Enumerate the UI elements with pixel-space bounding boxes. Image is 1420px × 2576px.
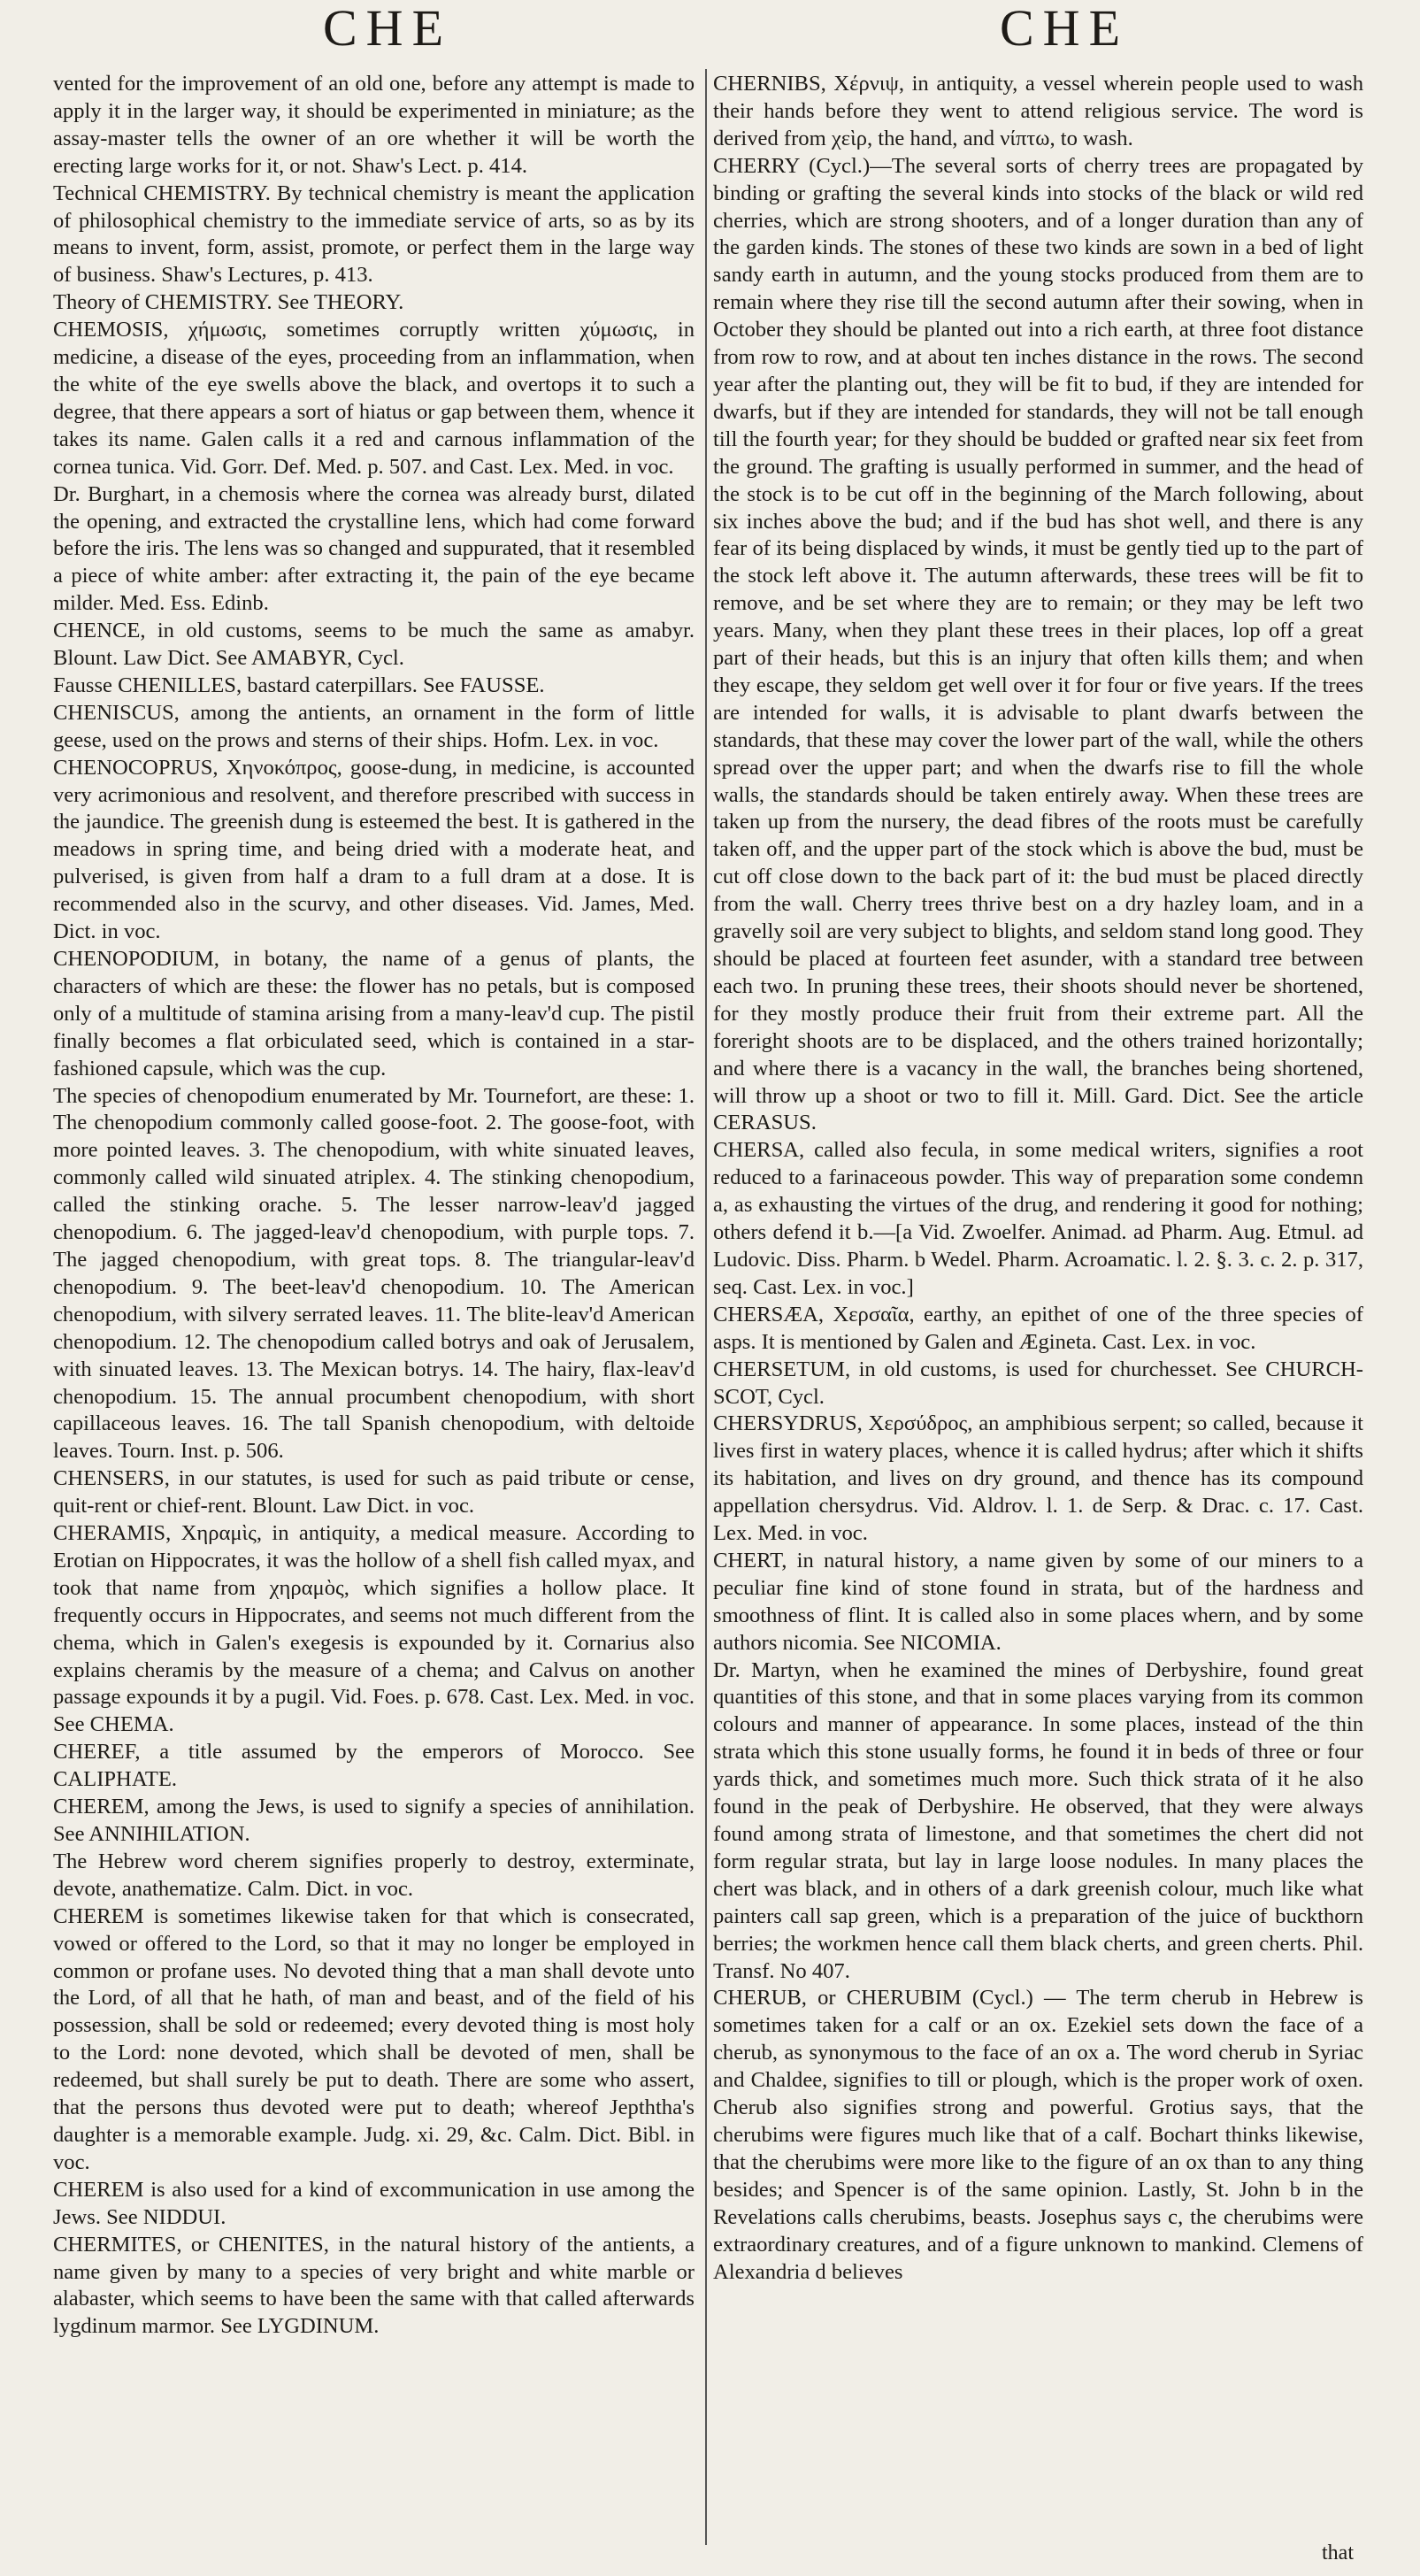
entry-paragraph: CHEMOSIS, χήμωσις, sometimes corruptly written χύμωσις, in medicine, a disease of the eyes, proceeding from an inflammation, when the white of the eye swells above the black, and overtops it to such a degree, that there appears a sort of hiatus or gap between them, whence it takes its name. Galen calls it a red and carnous inflammation of the cornea tunica. Vid. Gorr. Def. Med. p. 507. and Cast. Lex. Med. in voc. — [53, 318, 695, 479]
entry-paragraph: CHEREM is also used for a kind of excommunication in use among the Jews. See NIDDUI. — [53, 2177, 695, 2229]
running-headers — [0, 2, 1420, 55]
entry-paragraph: Dr. Martyn, when he examined the mines of Derbyshire, found great quantities of this stone, and that in some places varying from its common colours and manner of appearance. In some places, instead of the thin strata which this stone usually forms, he found it in beds of three or four yards thick, and sometimes much more. Such thick strata of it he also found in the peak of Derbyshire. He observed, that they were always found among strata of limestone, and that sometimes the chert did not form regular strata, but lay in large loose nodules. In many places the chert was black, and in others of a dark greenish colour, much like what painters call sap green, which is a preparation of the juice of buckthorn berries; the workmen hence call them black cherts, and green cherts. Phil. Transf. No 407. — [713, 1657, 1363, 1983]
entry-paragraph: CHERUB, or CHERUBIM (Cycl.) — The term cherub in Hebrew is sometimes taken for a calf or an ox. Ezekiel sets down the face of a cherub, as synonymous to the face of an ox a. The word cherub in Syriac and Chaldee, signifies to till or plough, which is the proper work of oxen. Cherub also signifies strong and powerful. Grotius says, that the cherubims were figures much like that of a calf. Bochart thinks likewise, that the cherubims were more like to the figure of an ox than to any thing besides; and Spencer is of the same opinion. Lastly, St. John b in the Revelations calls cherubims, beasts. Josephus says c, the cherubims were extraordinary creatures, and of a figure unknown to mankind. Clemens of Alexandria d believes — [713, 1986, 1363, 2284]
column-divider — [705, 69, 707, 2545]
entry-paragraph: CHENSERS, in our statutes, is used for such as paid tribute or cense, quit-rent or chief-rent. Blount. Law Dict. in voc. — [53, 1466, 695, 1519]
running-head-right: CHE — [1000, 0, 1129, 57]
entry-paragraph: CHENOCOPRUS, Χηνοκόπρος, goose-dung, in medicine, is accounted very acrimonious and resolvent, and therefore prescribed with success in the jaundice. The greenish dung is esteemed the best. It is gathered in the meadows in spring time, and being dried with a moderate heat, and pulverised, is given from half a dram to a full dram at a dose. It is recommended also in the scurvy, and other diseases. Vid. James, Med. Dict. in voc. — [53, 755, 695, 944]
entry-paragraph: Theory of CHEMISTRY. See THEORY. — [53, 290, 404, 315]
entry-paragraph: CHERSETUM, in old customs, is used for churchesset. See CHURCH-SCOT, Cycl. — [713, 1357, 1363, 1409]
entry-paragraph: CHEREF, a title assumed by the emperors of Morocco. See CALIPHATE. — [53, 1740, 695, 1792]
left-column — [53, 71, 695, 2341]
entry-paragraph: CHENISCUS, among the antients, an ornament in the form of little geese, used on the prows and sterns of their ships. Hofm. Lex. in voc. — [53, 700, 695, 752]
entry-paragraph: CHERAMIS, Χηραμὶς, in antiquity, a medical measure. According to Erotian on Hippocrates, it was the hollow of a shell fish called myax, and took that name from χηραμὸς, which signifies a hollow place. It frequently occurs in Hippocrates, and seems not much different from the chema, which in Galen's exegesis is expounded by it. Cornarius also explains cheramis by the measure of a chema; and Calvus on another passage expounds it by a pugil. Vid. Foes. p. 678. Cast. Lex. Med. in voc. See CHEMA. — [53, 1521, 695, 1737]
entry-paragraph: CHEREM is sometimes likewise taken for that which is consecrated, vowed or offered to the Lord, so that it may no longer be employed in common or profane uses. No devoted thing that a man shall devote unto the Lord, of all that he hath, of man and beast, and of the field of his possession, shall be sold or redeemed; every devoted thing is most holy to the Lord: none devoted, which shall be devoted of men, shall be redeemed, but shall surely be put to death. There are some who assert, that the persons thus devoted were put to death; whereof Jepththa's daughter is a memorable example. Judg. xi. 29, &c. Calm. Dict. Bibl. in voc. — [53, 1903, 695, 2174]
right-column — [713, 71, 1363, 2286]
entry-paragraph: CHENCE, in old customs, seems to be much the same as amabyr. Blount. Law Dict. See AMABYR, Cycl. — [53, 619, 695, 671]
entry-paragraph: CHENOPODIUM, in botany, the name of a genus of plants, the characters of which are these: the flower has no petals, but is composed only of a multitude of stamina arising from a many-leav'd cup. The pistil finally becomes a flat orbiculated seed, which is contained in a star-fashioned capsule, which was the cup. — [53, 947, 695, 1080]
entry-paragraph: CHERT, in natural history, a name given by some of our miners to a peculiar fine kind of stone found in strata, but of the hardness and smoothness of flint. It is called also in some places whern, and by some authors nicomia. See NICOMIA. — [713, 1548, 1363, 1655]
entry-paragraph: Technical CHEMISTRY. By technical chemistry is meant the application of philosophical chemistry to the immediate service of arts, so as by its means to invent, form, assist, promote, or perfect them in the large way of business. Shaw's Lectures, p. 413. — [53, 181, 695, 288]
running-head-left: CHE — [323, 0, 452, 57]
entry-paragraph: Dr. Burghart, in a chemosis where the cornea was already burst, dilated the opening, and extracted the crystalline lens, which had come forward before the iris. The lens was so changed and suppurated, that it resembled a piece of white amber: after extracting it, the pain of the eye became milder. Med. Ess. Edinb. — [53, 481, 695, 616]
catchword: that — [1322, 2541, 1354, 2564]
entry-paragraph: CHERMITES, or CHENITES, in the natural history of the antients, a name given by many to a species of very bright and white marble or alabaster, which seems to have been the same with that called afterwards lygdinum marmor. See LYGDINUM. — [53, 2232, 695, 2339]
entry-paragraph: CHERSÆA, Χερσαῖα, earthy, an epithet of one of the three species of asps. It is mentioned by Galen and Ægineta. Cast. Lex. in voc. — [713, 1302, 1363, 1354]
entry-paragraph: CHERSA, called also fecula, in some medical writers, signifies a root reduced to a farinaceous powder. This way of preparation some condemn a, as exhausting the virtues of the drug, and rendering it good for nothing; others defend it b.—[a Vid. Zwoelfer. Animad. ad Pharm. Aug. Etmul. ad Ludovic. Diss. Pharm. b Wedel. Pharm. Acroamatic. l. 2. §. 3. c. 2. p. 317, seq. Cast. Lex. in voc.] — [713, 1138, 1363, 1299]
entry-paragraph: CHERNIBS, Χέρνιψ, in antiquity, a vessel wherein people used to wash their hands before they went to attend religious service. The word is derived from χεὶρ, the hand, and νίπτω, to wash. — [713, 72, 1363, 150]
entry-paragraph: CHERRY (Cycl.)—The several sorts of cherry trees are propagated by binding or grafting the several kinds into stocks of the black or wild red cherries, which are strong shooters, and of a longer duration than any of the garden kinds. The stones of these two kinds are sown in a bed of light sandy earth in autumn, and the young stocks produced from them are to remain where they rise till the second autumn after their sowing, when in October they should be planted out into a rich earth, at three foot distance from row to row, and at about ten inches distance in the rows. The second year after the planting out, they will be fit to bud, if they are intended for dwarfs, but if they are intended for standards, they will not be tall enough till the fourth year; for they should be budded or grafted near six feet from the ground. The grafting is usually performed in summer, and the head of the stock is to be cut off in the beginning of the March following, about six inches above the bud; and if the bud has shot well, and there is any fear of its being displaced by winds, it must be gently tied up to the part of the stock left above it. The autumn afterwards, these trees will be fit to remove, and be set where they are to remain; or they may be left two years. Many, when they plant these trees in their places, lop off a great part of their heads, but this is an injury that often kills them; and when they escape, they seldom get well over it for four or five years. If the trees are intended for walls, it is advisable to plant dwarfs between the standards, that these may cover the lower part of the wall, while the others spread over the upper part; and when the dwarfs rise to fill the whole walls, the standards should be taken entirely away. When these trees are taken up from the nursery, the dead fibres of the roots must be carefully taken off, and the upper part of the stock which is above the bud, must be cut off close down to the back part of it: the bud must be placed directly from the wall. Cherry trees thrive best on a dry hazley loam, and in a gravelly soil are very subject to blights, and seldom stand long good. They should be placed at fourteen feet asunder, with a standard tree between each two. In pruning these trees, their shoots should never be shortened, for they mostly produce their fruit from their extreme part. All the foreright shoots are to be displaced, and the others trained horizontally; and where there is a vacancy in the wall, the branches being shortened, will throw up a shoot or two to fill it. Mill. Gard. Dict. See the article CERASUS. — [713, 153, 1363, 1135]
entry-paragraph: The Hebrew word cherem signifies properly to destroy, exterminate, devote, anathematize. Calm. Dict. in voc. — [53, 1849, 695, 1901]
entry-paragraph: vented for the improvement of an old one, before any attempt is made to apply it in the larger way, it should be experimented in miniature; as the assay-master tells the owner of an ore whether it will be worth the erecting large works for it, or not. Shaw's Lect. p. 414. — [53, 72, 695, 178]
entry-paragraph: The species of chenopodium enumerated by Mr. Tournefort, are these: 1. The chenopodium commonly called goose-foot. 2. The goose-foot, with more pointed leaves. 3. The chenopodium, with white sinuated leaves, commonly called wild sinuated atriplex. 4. The stinking chenopodium, called the stinking orache. 5. The lesser narrow-leav'd jagged chenopodium. 6. The jagged-leav'd chenopodium, with purple tops. 7. The jagged chenopodium, with great tops. 8. The triangular-leav'd chenopodium. 9. The beet-leav'd chenopodium. 10. The American chenopodium, with silvery serrated leaves. 11. The blite-leav'd American chenopodium. 12. The chenopodium called botrys and oak of Jerusalem, with sinuated leaves. 13. The Mexican botrys. 14. The hairy, flax-leav'd chenopodium. 15. The annual procumbent chenopodium, with short capillaceous leaves. 16. The tall Spanish chenopodium, with deltoide leaves. Tourn. Inst. p. 506. — [53, 1083, 695, 1464]
entry-paragraph: CHERSYDRUS, Χερσύδρος, an amphibious serpent; so called, because it lives first in watery places, whence it is called hydrus; after which it shifts its habitation, and lives on dry ground, and thence has its compound appellation chersydrus. Vid. Aldrov. l. 1. de Serp. & Drac. c. 17. Cast. Lex. Med. in voc. — [713, 1411, 1363, 1546]
entry-paragraph: Fausse CHENILLES, bastard caterpillars. See FAUSSE. — [53, 673, 545, 697]
entry-paragraph: CHEREM, among the Jews, is used to signify a species of annihilation. See ANNIHILATION. — [53, 1795, 695, 1846]
